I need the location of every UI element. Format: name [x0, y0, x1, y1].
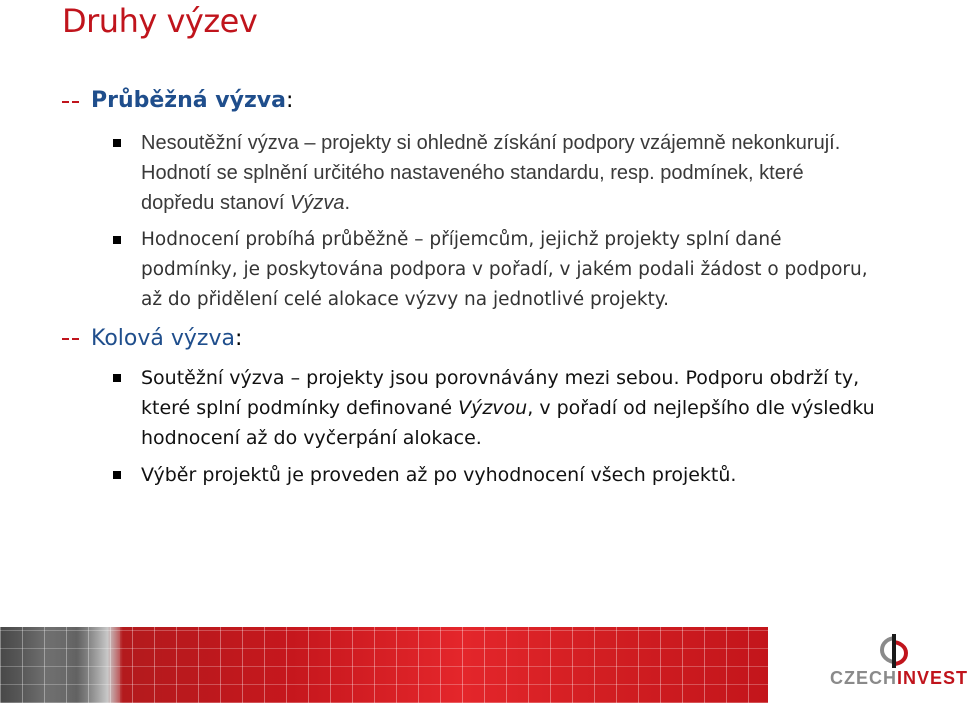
item-line	[141, 393, 951, 423]
section-heading-prubezna	[91, 88, 293, 113]
item-line: Hodnocení probíhá průběžně – příjemcům, jejichž projekty splní dané	[141, 229, 782, 250]
list-item	[141, 128, 951, 218]
square-bullet-icon	[113, 139, 121, 147]
item-line: hodnocení až do vyčerpání alokace.	[141, 427, 482, 449]
czechinvest-emblem-icon	[874, 634, 914, 668]
section-heading-suffix: :	[285, 88, 294, 113]
item-line: Nesoutěžní výzva – projekty si ohledně získání podpory vzájemně nekonkurují.	[141, 132, 841, 154]
item-line: Hodnotí se splnění určitého nastaveného standardu, resp. podmínek, které	[141, 162, 804, 184]
dash-bullet-icon	[62, 96, 80, 108]
list-item	[141, 225, 951, 315]
item-italic: Výzva	[290, 192, 345, 214]
dash-bullet-icon	[62, 333, 80, 345]
item-text: dopředu stanoví	[141, 192, 290, 214]
logo-wordmark	[830, 668, 968, 689]
logo-invest: INVEST	[897, 668, 968, 688]
section-heading-bold: Průběžná výzva	[91, 88, 286, 113]
item-line	[141, 188, 951, 218]
square-bullet-icon	[113, 374, 121, 382]
logo-czech: CZECH	[830, 668, 897, 688]
section-heading-kolova	[91, 326, 242, 351]
section-heading-suffix: :	[234, 326, 243, 351]
square-bullet-icon	[113, 471, 121, 479]
czechinvest-logo	[830, 634, 968, 690]
square-bullet-icon	[113, 236, 121, 244]
item-line: až do přidělení celé alokace výzvy na jednotlivé projekty.	[141, 289, 669, 310]
footer-decorative-band	[0, 627, 768, 703]
item-line: podmínky, je poskytována podpora v pořadí, v jakém podali žádost o podporu,	[141, 259, 868, 280]
item-italic: Výzvou	[458, 397, 528, 419]
list-item	[141, 460, 951, 490]
item-text: které splní podmínky definované	[141, 397, 459, 419]
list-item	[141, 363, 951, 453]
item-text: , v pořadí od nejlepšího dle výsledku	[527, 397, 875, 419]
item-text: .	[344, 192, 351, 214]
slide-title: Druhy výzev	[62, 2, 258, 40]
section-heading-bold: Kolová výzva	[91, 326, 235, 351]
item-line: Výběr projektů je proveden až po vyhodnocení všech projektů.	[141, 464, 737, 486]
item-line: Soutěžní výzva – projekty jsou porovnávány mezi sebou. Podporu obdrží ty,	[141, 367, 860, 389]
